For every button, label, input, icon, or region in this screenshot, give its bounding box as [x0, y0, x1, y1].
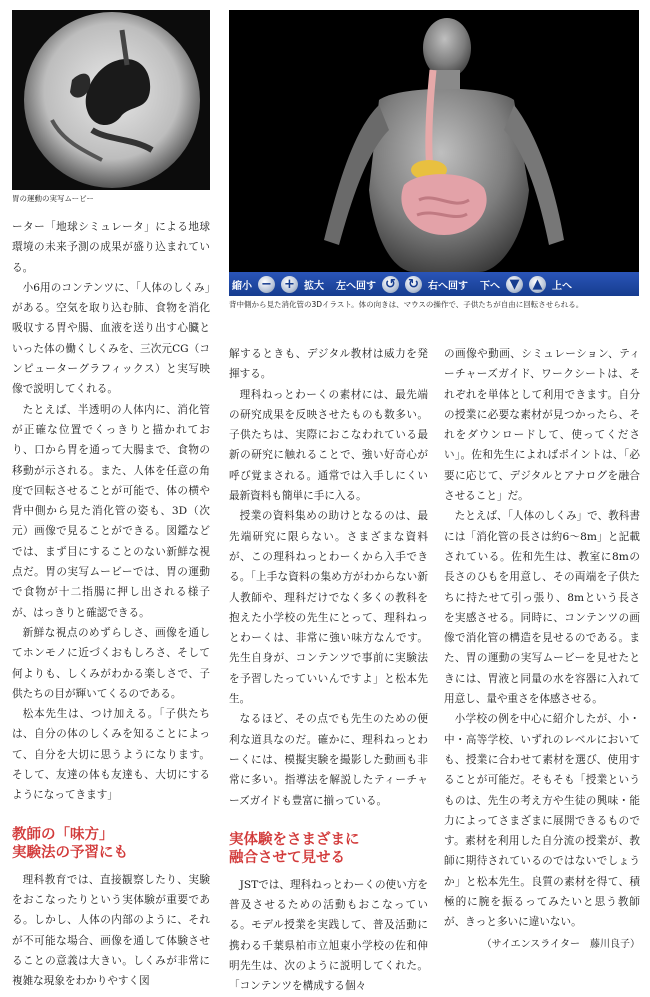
paragraph: の画像や動画、シミュレーション、ティーチャーズガイド、ワークシートは、それぞれを単体として利用できます。自分の授業に必要な素材が見つかったら、それをダウンロードして、使ってください」。佐和先生によればポイントは、「必要に応じて、デジタルとアナログを融合させること」だ。	[444, 348, 640, 503]
rotate-right-label: 右へ回す	[428, 280, 468, 292]
paragraph: ーター「地球シミュレータ」による地球環境の未来予測の成果が盛り込まれている。	[12, 221, 210, 274]
paragraph: 小6用のコンテンツに、「人体のしくみ」がある。空気を取り込む肺、食物を消化吸収する胃や腸、血液を送り出す心臓といった体の働くしくみを、三次元CG（コンピューターグラフィックス）と実写映像で説明してくれる。	[12, 281, 210, 396]
heading-line: 融合させて見せる	[229, 849, 345, 866]
heading-line: 教師の「味方」	[12, 826, 114, 843]
down-label: 下へ	[480, 280, 500, 292]
paragraph: JSTでは、理科ねっとわーくの使い方を普及させるための活動もおこなっている。モデル授業を実践して、普及活動に携わる千葉県柏市立旭東小学校の佐和伸明先生は、次のように説明してくれた。「コンテンツを構成する個々	[229, 878, 428, 993]
heading-line: 実体験をさまざまに	[229, 831, 360, 848]
section-heading	[229, 831, 428, 867]
rotation-controls	[229, 272, 639, 296]
rotate-right-icon[interactable]: ↻	[405, 276, 422, 293]
paragraph: 理科教育では、直接観察したり、実験をおこなったりという実体験が重要である。しかし、人体の内部のように、それが不可能な場合、画像を通して体験させることの意義は大きい。しくみが非常に複雑な現象をわかりやすく図	[12, 873, 210, 988]
paragraph: 小学校の例を中心に紹介したが、小・中・高等学校、いずれのレベルにおいても、授業に合わせて素材を選び、使用することが可能だ。そもそも「授業というものは、先生の考え方や生徒の興味・能力によってさまざまに展開できるものです。素材を利用した自分流の授業が、教師に期待されているのではないでしょうか」と松本先生。良質の素材を得て、積極的に腕を振るってみたいと思う教師が、きっと多いに違いない。	[444, 713, 640, 929]
article-column-1	[12, 217, 210, 991]
article-column-2	[229, 344, 428, 997]
stomach-xray-image	[12, 10, 210, 190]
paragraph: 新鮮な視点のめずらしさ、画像を通してホンモノに近づくおもしろさ、そして何よりも、しくみがわかる楽しさで、子供たちの目が輝いてくるのである。	[12, 626, 210, 700]
rotate-left-icon[interactable]: ↺	[382, 276, 399, 293]
zoom-in-label: 拡大	[304, 280, 324, 292]
section-heading	[12, 826, 210, 862]
paragraph: 解するときも、デジタル教材は威力を発揮する。	[229, 348, 428, 381]
paragraph: なるほど、その点でも先生のための便利な道具なのだ。確かに、理科ねっとわーくには、模擬実験を撮影した動画も非常に多い。指導法を解説したティーチャーズガイドも豊富に揃っている。	[229, 713, 428, 807]
paragraph: たとえば、「人体のしくみ」で、教科書には「消化管の長さは約6〜8m」と記載されている。佐和先生は、教室に8mの長さのひもを用意し、その両端を子供たちに持たせて引っ張り、8mという長さを実感させる。同時に、コンテンツの画像で消化管の構造を見せるのである。また、胃の運動の実写ムービーを見せたときには、胃液と同量の水を容器に入れて用意し、量や重さを体感させる。	[444, 510, 640, 706]
up-label: 上へ	[552, 280, 572, 292]
plus-icon[interactable]: +	[281, 276, 298, 293]
author-credit: （サイエンスライター 藤川良子）	[481, 938, 640, 950]
paragraph: 授業の資料集めの助けとなるのは、最先端研究に限らない。さまざまな資料が、この理科ねっとわーくから入手できる。「上手な資料の集め方がわからない新人教師や、理科だけでなく多くの教科を抱えた小学校の先生にとって、理科ねっとわーくは、非常に強い味方なんです。先生自身が、コンテンツで事前に実験法を予習したっていいんですよ」と松本先生。	[229, 510, 428, 706]
rotate-left-label: 左へ回す	[336, 280, 376, 292]
minus-icon[interactable]: −	[258, 276, 275, 293]
paragraph: 理科ねっとわーくの素材には、最先端の研究成果を反映させたものも数多い。子供たちは、実際におこなわれている最新の研究に触れることで、強い好奇心が呼び覚まされる。通常では入手しにくい最新資料も簡単に手に入る。	[229, 388, 428, 503]
arrow-up-icon[interactable]: ▲	[529, 276, 546, 293]
model-caption: 背中側から見た消化管の3Dイラスト。体の向きは、マウスの操作で、子供たちが自由に回転させられる。	[229, 300, 584, 309]
zoom-out-label: 縮小	[232, 280, 252, 292]
digestive-3d-image[interactable]	[229, 10, 639, 272]
paragraph: 松本先生は、つけ加える。「子供たちは、自分の体のしくみを知ることによって、自分を大切に思うようになります。そして、友達の体も友達も、大切にするようになってきます」	[12, 708, 210, 802]
heading-line: 実験法の予習にも	[12, 844, 128, 861]
arrow-down-icon[interactable]: ▼	[506, 276, 523, 293]
paragraph: たとえば、半透明の人体内に、消化管が正確な位置でくっきりと描かれており、口から胃を通って大腸まで、食物の移動が示される。また、人体を任意の角度で回転させることが可能で、体の横や背中側から見た消化管の姿も、3D（次元）画像で見ることができる。図鑑などでは、まず目にすることのない新鮮な視点だ。胃の実写ムービーでは、胃の運動で食物が十二指腸に押し出される様子が、はっきりと確認できる。	[12, 403, 210, 619]
xray-caption: 胃の運動の実写ムービー	[12, 194, 94, 203]
article-column-3	[444, 344, 640, 955]
